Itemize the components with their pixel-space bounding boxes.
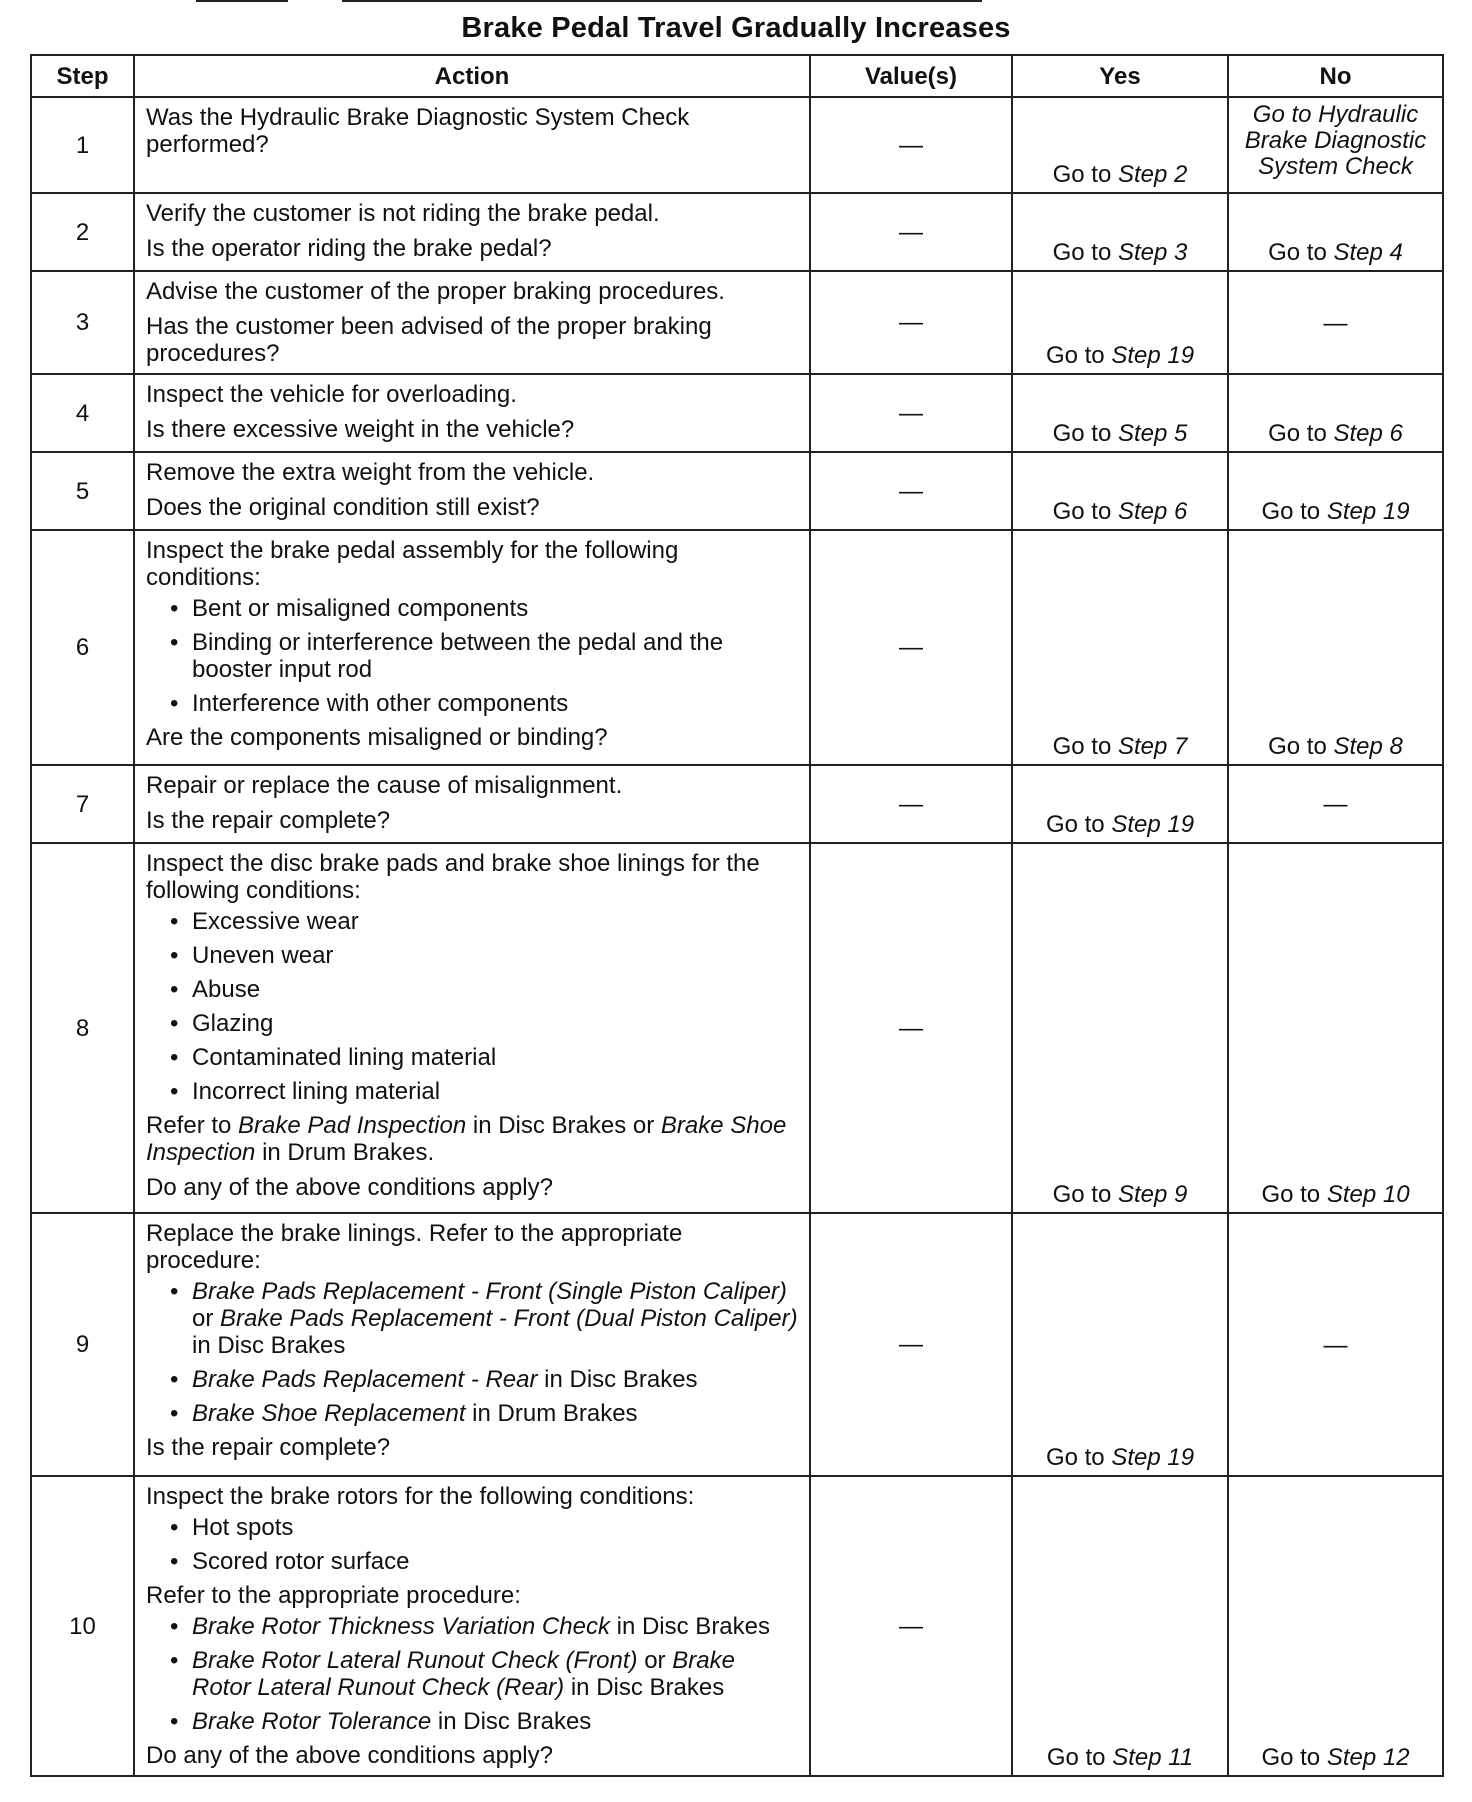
value-cell: — [810, 530, 1012, 765]
no-cell: Go to Step 10 [1228, 843, 1443, 1213]
yes-step-link: Step 6 [1117, 498, 1188, 525]
value-cell: — [810, 97, 1012, 193]
no-cell: Go to Step 12 [1228, 1476, 1443, 1776]
action-text: Was the Hydraulic Brake Diagnostic System Check performed? [146, 104, 690, 158]
value-cell: — [810, 374, 1012, 452]
yes-cell: Go to Step 11 [1012, 1476, 1228, 1776]
header-values: Value(s) [810, 55, 1012, 97]
refer-text: Refer to the appropriate procedure: [146, 1582, 521, 1609]
value-cell: — [810, 271, 1012, 374]
yes-cell: Go to Step 7 [1012, 530, 1228, 765]
list-item: • Brake Pads Replacement - Rear in Disc Brakes [192, 1366, 799, 1393]
no-cell [1228, 97, 1443, 193]
no-cell: — [1228, 1213, 1443, 1476]
list-item: • Contaminated lining material [192, 1044, 799, 1071]
no-step-link: Step 6 [1333, 420, 1403, 447]
action-cell [134, 765, 810, 843]
step-number: 5 [31, 452, 134, 530]
header-step: Step [31, 55, 134, 97]
step-number: 8 [31, 843, 134, 1213]
no-cell: Go to Step 19 [1228, 452, 1443, 530]
value-cell: — [810, 765, 1012, 843]
list-item: • Glazing [192, 1010, 799, 1037]
list-item: • Uneven wear [192, 942, 799, 969]
action-question: Is the repair complete? [146, 1434, 391, 1461]
action-question: Is the repair complete? [146, 807, 391, 834]
top-rule-left [196, 0, 288, 2]
action-cell [134, 452, 810, 530]
step-number: 6 [31, 530, 134, 765]
yes-step-link: Step 19 [1111, 1444, 1195, 1471]
step-number: 2 [31, 193, 134, 271]
list-item: • Brake Rotor Tolerance in Disc Brakes [192, 1708, 799, 1735]
yes-step-link: Step 2 [1117, 161, 1188, 188]
action-cell [134, 374, 810, 452]
action-cell [134, 843, 810, 1213]
yes-cell: Go to Step 3 [1012, 193, 1228, 271]
procedure-list [146, 1278, 799, 1427]
yes-cell: Go to Step 6 [1012, 452, 1228, 530]
action-text: Replace the brake linings. Refer to the appropriate procedure: [146, 1220, 683, 1274]
action-question: Has the customer been advised of the proper braking procedures? [146, 313, 712, 367]
no-step-link: Step 12 [1326, 1744, 1410, 1771]
yes-cell: Go to Step 19 [1012, 1213, 1228, 1476]
no-cell: Go to Step 4 [1228, 193, 1443, 271]
step-number: 10 [31, 1476, 134, 1776]
list-item: • Incorrect lining material [192, 1078, 799, 1105]
table-row [31, 374, 1443, 452]
value-cell: — [810, 452, 1012, 530]
table-row [31, 1476, 1443, 1776]
no-cell: — [1228, 271, 1443, 374]
header-action: Action [134, 55, 810, 97]
step-number: 4 [31, 374, 134, 452]
action-question: Is the operator riding the brake pedal? [146, 235, 552, 262]
table-row [31, 765, 1443, 843]
page-title: Brake Pedal Travel Gradually Increases [461, 12, 1011, 44]
step-number: 7 [31, 765, 134, 843]
no-cell: Go to Step 6 [1228, 374, 1443, 452]
action-text: Inspect the brake rotors for the following conditions: [146, 1483, 695, 1510]
condition-list [146, 908, 799, 1105]
list-item: • Binding or interference between the pedal and the booster input rod [192, 629, 799, 683]
action-cell [134, 97, 810, 193]
top-rule-right [342, 0, 982, 2]
list-item: • Excessive wear [192, 908, 799, 935]
table-row [31, 193, 1443, 271]
yes-cell: Go to Step 2 [1012, 97, 1228, 193]
yes-step-link: Step 3 [1117, 239, 1188, 266]
action-cell [134, 271, 810, 374]
step-number: 3 [31, 271, 134, 374]
yes-step-link: Step 19 [1111, 811, 1195, 838]
action-cell [134, 1213, 810, 1476]
table-row [31, 843, 1443, 1213]
yes-step-link: Step 9 [1117, 1181, 1188, 1208]
table-row [31, 1213, 1443, 1476]
table-row [31, 530, 1443, 765]
condition-list [146, 1514, 799, 1575]
action-cell [134, 1476, 810, 1776]
no-step-link: Step 10 [1326, 1181, 1410, 1208]
header-yes: Yes [1012, 55, 1228, 97]
list-item: • Scored rotor surface [192, 1548, 799, 1575]
condition-list [146, 595, 799, 717]
value-cell: — [810, 843, 1012, 1213]
list-item: • Bent or misaligned components [192, 595, 799, 622]
diagnostic-table [30, 54, 1444, 1777]
yes-step-link: Step 7 [1117, 733, 1188, 760]
no-step-link: Step 19 [1326, 498, 1410, 525]
action-question: Do any of the above conditions apply? [146, 1742, 553, 1769]
table-row [31, 97, 1443, 193]
list-item: • Brake Pads Replacement - Front (Single Piston Caliper) or Brake Pads Replacement - Front (Dual Piston Caliper) in Disc Brakes [192, 1278, 799, 1359]
no-step-link: Step 8 [1333, 733, 1403, 760]
value-cell: — [810, 193, 1012, 271]
value-cell: — [810, 1476, 1012, 1776]
yes-cell: Go to Step 9 [1012, 843, 1228, 1213]
action-text: Repair or replace the cause of misalignment. [146, 772, 623, 799]
list-item: • Hot spots [192, 1514, 799, 1541]
action-cell [134, 193, 810, 271]
no-target-text: Go to Hydraulic Brake Diagnostic System Check [1244, 101, 1427, 180]
action-text: Advise the customer of the proper braking procedures. [146, 278, 725, 305]
action-text: Inspect the vehicle for overloading. [146, 381, 517, 408]
list-item: • Brake Shoe Replacement in Drum Brakes [192, 1400, 799, 1427]
value-cell: — [810, 1213, 1012, 1476]
refer-text: Refer to Brake Pad Inspection in Disc Brakes or Brake Shoe Inspection in Drum Brakes. [146, 1112, 787, 1166]
action-cell [134, 530, 810, 765]
header-row [31, 55, 1443, 97]
yes-step-link: Step 11 [1112, 1744, 1194, 1771]
table-row [31, 452, 1443, 530]
yes-cell: Go to Step 19 [1012, 765, 1228, 843]
list-item: • Abuse [192, 976, 799, 1003]
action-question: Do any of the above conditions apply? [146, 1174, 553, 1201]
action-question: Are the components misaligned or binding? [146, 724, 608, 751]
action-text: Inspect the brake pedal assembly for the following conditions: [146, 537, 679, 591]
procedure-list [146, 1613, 799, 1735]
no-cell: — [1228, 765, 1443, 843]
action-text: Verify the customer is not riding the brake pedal. [146, 200, 660, 227]
header-no: No [1228, 55, 1443, 97]
list-item: • Interference with other components [192, 690, 799, 717]
table-row [31, 271, 1443, 374]
yes-step-link: Step 5 [1117, 420, 1188, 447]
no-cell: Go to Step 8 [1228, 530, 1443, 765]
list-item: • Brake Rotor Lateral Runout Check (Front) or Brake Rotor Lateral Runout Check (Rear) in Disc Brakes [192, 1647, 799, 1701]
action-text: Remove the extra weight from the vehicle. [146, 459, 595, 486]
no-step-link: Step 4 [1333, 239, 1403, 266]
yes-step-link: Step 19 [1111, 342, 1195, 369]
list-item: • Brake Rotor Thickness Variation Check in Disc Brakes [192, 1613, 799, 1640]
action-question: Does the original condition still exist? [146, 494, 540, 521]
action-text: Inspect the disc brake pads and brake shoe linings for the following conditions: [146, 850, 760, 904]
step-number: 9 [31, 1213, 134, 1476]
yes-cell: Go to Step 5 [1012, 374, 1228, 452]
action-question: Is there excessive weight in the vehicle? [146, 416, 575, 443]
step-number: 1 [31, 97, 134, 193]
yes-cell: Go to Step 19 [1012, 271, 1228, 374]
